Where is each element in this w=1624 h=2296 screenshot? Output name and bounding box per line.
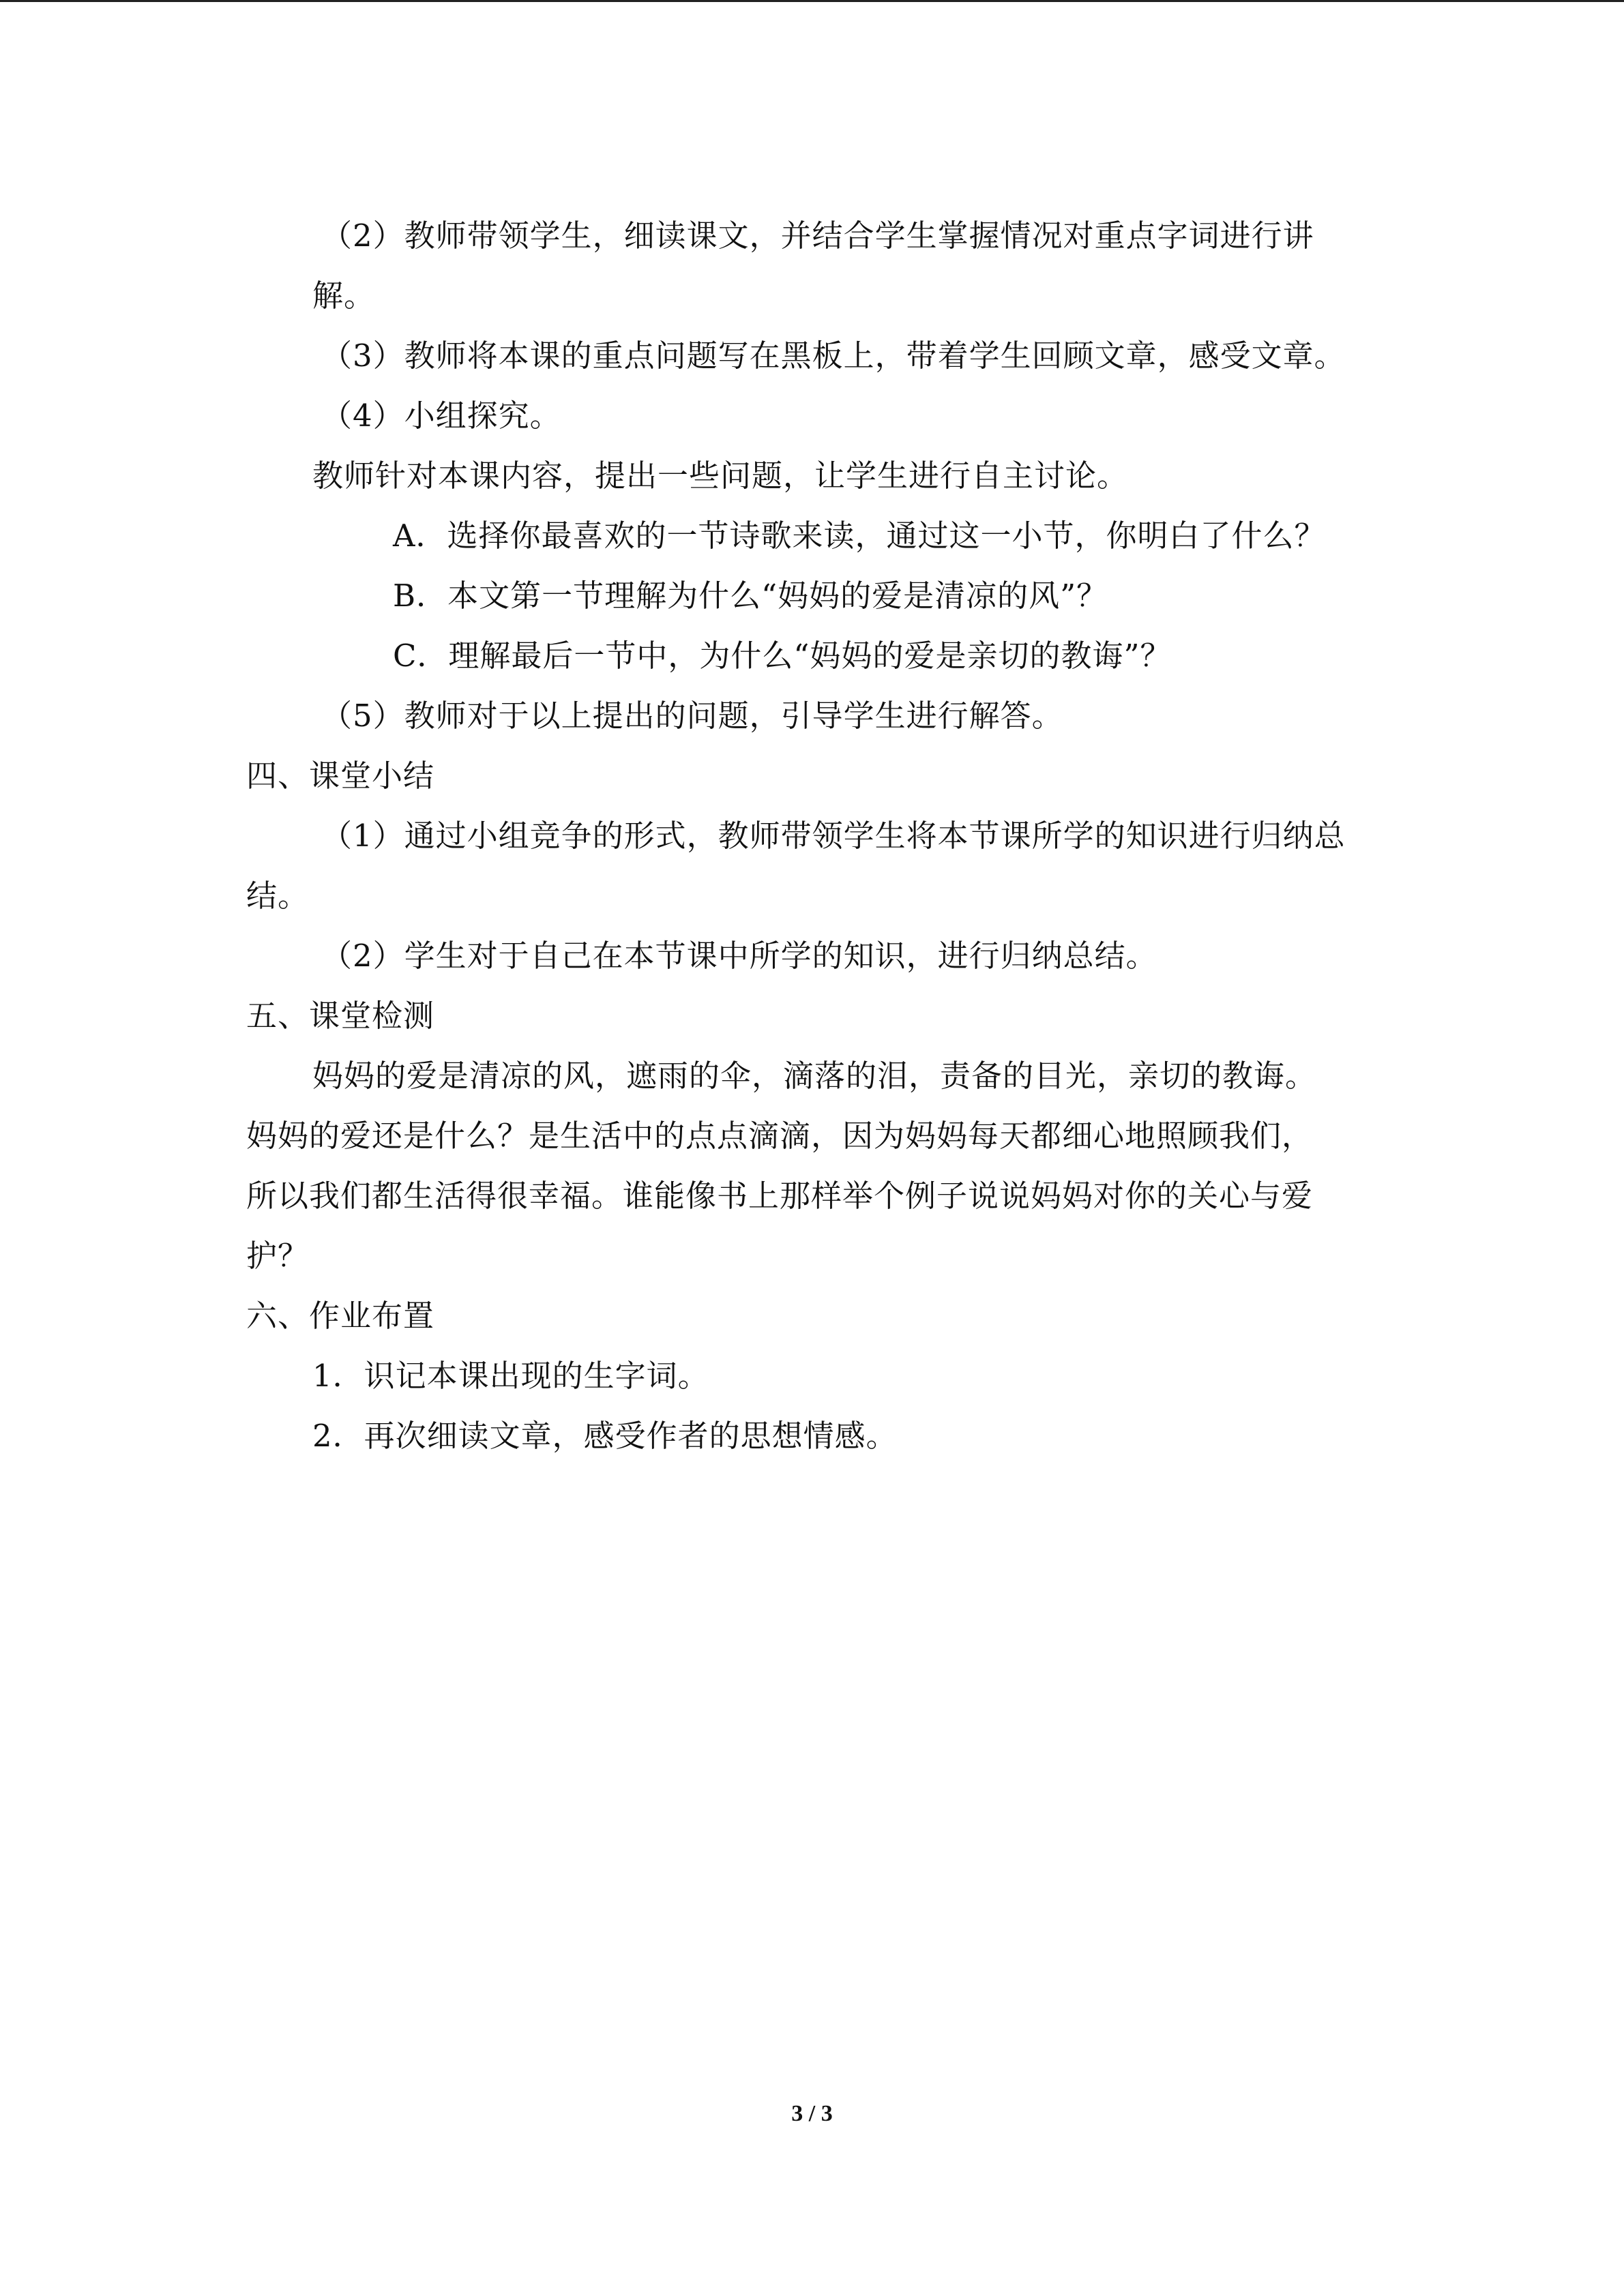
paragraph-line: （3）教师将本课的重点问题写在黑板上，带着学生回顾文章，感受文章。: [321, 338, 1346, 374]
homework-item: 2．再次细读文章，感受作者的思想情感。: [312, 1418, 898, 1454]
paragraph-line: 教师针对本课内容，提出一些问题，让学生进行自主讨论。: [312, 458, 1129, 494]
homework-item: 1．识记本课出现的生字词。: [312, 1358, 709, 1394]
question-item: A．选择你最喜欢的一节诗歌来读，通过这一小节，你明白了什么？: [393, 518, 1326, 554]
paragraph-line: （2）教师带领学生，细读课文，并结合学生掌握情况对重点字词进行讲: [321, 218, 1314, 254]
paragraph-line: 所以我们都生活得很幸福。谁能像书上那样举个例子说说妈妈对你的关心与爱: [246, 1178, 1314, 1214]
paragraph-line: （4）小组探究。: [321, 398, 561, 434]
paragraph-line: 妈妈的爱是清凉的风，遮雨的伞，滴落的泪，责备的目光，亲切的教诲。: [312, 1058, 1317, 1094]
paragraph-line: 解。: [312, 278, 376, 314]
section-heading: 六、作业布置: [246, 1298, 435, 1334]
section-heading: 五、课堂检测: [246, 998, 435, 1034]
page-number: 3 / 3: [791, 2101, 833, 2126]
paragraph-line: 结。: [246, 878, 310, 914]
question-item: C．理解最后一节中，为什么“妈妈的爱是亲切的教诲”？: [393, 638, 1172, 674]
paragraph-line: （1）通过小组竞争的形式，教师带领学生将本节课所学的知识进行归纳总: [321, 818, 1346, 854]
section-heading: 四、课堂小结: [246, 758, 435, 794]
paragraph-line: 妈妈的爱还是什么？是生活中的点点滴滴，因为妈妈每天都细心地照顾我们，: [246, 1118, 1314, 1154]
page-top-border: [0, 0, 1624, 2]
question-item: B．本文第一节理解为什么“妈妈的爱是清凉的风”？: [393, 578, 1108, 614]
paragraph-line: 护？: [246, 1238, 310, 1274]
paragraph-line: （5）教师对于以上提出的问题，引导学生进行解答。: [321, 698, 1063, 734]
paragraph-line: （2）学生对于自己在本节课中所学的知识，进行归纳总结。: [321, 938, 1157, 974]
